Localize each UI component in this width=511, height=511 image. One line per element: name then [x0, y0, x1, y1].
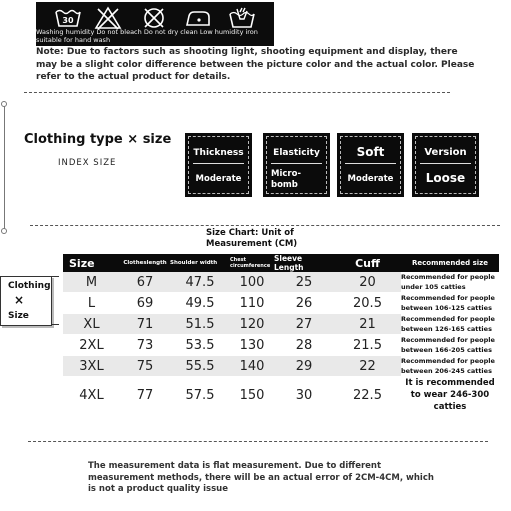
cell-cuff: 20 — [334, 272, 401, 293]
index-box-label: Version — [424, 147, 467, 158]
index-size-title: INDEX SIZE — [58, 158, 117, 168]
column-header-recommended: Recommended size — [401, 254, 499, 272]
table-row — [63, 314, 499, 335]
cell-sleeve: 25 — [274, 272, 334, 293]
measurement-note: The measurement data is flat measurement. Due to different measurement methods, there will be an actual error of 2CM-4CM, which is not a product quality issue — [88, 461, 434, 494]
table-header-row — [63, 254, 499, 272]
column-header-sleeve: Sleeve Length — [274, 254, 334, 272]
cell-shoulder: 49.5 — [170, 293, 230, 314]
size-chart-title: Size Chart: Unit of Measurement (CM) — [206, 228, 298, 249]
care-label-text: Washing humidity Do not bleach Do not dry clean Low humidity iron suitable for hand wash — [36, 28, 258, 44]
cell-cuff: 21 — [334, 314, 401, 335]
cell-chest: 140 — [230, 356, 274, 377]
table-row — [63, 272, 499, 293]
cell-size: M — [63, 272, 120, 293]
column-header-cuff: Cuff — [334, 254, 401, 272]
cell-sleeve: 26 — [274, 293, 334, 314]
cell-sleeve: 30 — [274, 377, 334, 414]
index-box-thickness — [185, 133, 252, 197]
cell-recommended: It is recommended to wear 246-300 catties — [401, 377, 499, 414]
cell-sleeve: 29 — [274, 356, 334, 377]
hand-wash-icon — [228, 6, 256, 30]
cell-size: 2XL — [63, 335, 120, 356]
index-box-elasticity — [263, 133, 330, 197]
divider-top — [24, 92, 450, 93]
rule-dot-top — [1, 101, 7, 107]
cell-cuff: 21.5 — [334, 335, 401, 356]
index-box-version — [412, 133, 479, 197]
cell-recommended: Recommended for people between 206-245 catties — [401, 356, 499, 377]
cell-length: 75 — [120, 356, 170, 377]
side-label-cross: × — [14, 293, 25, 307]
rule-dot-bottom — [1, 228, 7, 234]
column-header-shoulder: Shoulder width — [170, 254, 230, 272]
table-row — [63, 335, 499, 356]
table-row — [63, 377, 499, 414]
cell-size: L — [63, 293, 120, 314]
index-box-soft — [337, 133, 404, 197]
cell-shoulder: 55.5 — [170, 356, 230, 377]
wash-temp-label: 30 — [62, 16, 74, 25]
cell-length: 67 — [120, 272, 170, 293]
do-not-dry-clean-icon — [140, 6, 168, 30]
cell-recommended: Recommended for people under 105 catties — [401, 272, 499, 293]
cell-chest: 150 — [230, 377, 274, 414]
cell-size: 4XL — [63, 377, 120, 414]
color-difference-note: Note: Due to factors such as shooting light, shooting equipment and display, there may be a slight color difference between the picture color and the actual color. Please refer to the actual product for details. — [36, 47, 475, 82]
column-header-length: Clotheslength — [120, 254, 170, 272]
column-header-chest: Chest circumference — [230, 254, 274, 272]
cell-shoulder: 47.5 — [170, 272, 230, 293]
cell-sleeve: 27 — [274, 314, 334, 335]
cell-size: 3XL — [63, 356, 120, 377]
cell-length: 73 — [120, 335, 170, 356]
cell-shoulder: 53.5 — [170, 335, 230, 356]
cell-cuff: 22 — [334, 356, 401, 377]
cell-size: XL — [63, 314, 120, 335]
cell-cuff: 22.5 — [334, 377, 401, 414]
cell-chest: 120 — [230, 314, 274, 335]
index-box-value: Micro-bomb — [271, 169, 301, 190]
cell-cuff: 20.5 — [334, 293, 401, 314]
cell-length: 69 — [120, 293, 170, 314]
washing-30-icon — [54, 6, 82, 30]
low-iron-icon — [184, 6, 212, 30]
divider-middle — [30, 225, 500, 226]
size-chart-table — [63, 254, 499, 414]
column-header-size: Size — [63, 254, 120, 272]
cell-length: 77 — [120, 377, 170, 414]
cell-chest: 130 — [230, 335, 274, 356]
left-vertical-rule — [4, 104, 5, 230]
table-row — [63, 356, 499, 377]
cell-recommended: Recommended for people between 106-125 catties — [401, 293, 499, 314]
cell-chest: 110 — [230, 293, 274, 314]
side-label-clothing: Clothing — [8, 281, 51, 291]
cell-sleeve: 28 — [274, 335, 334, 356]
side-label-connector — [51, 276, 59, 277]
cell-shoulder: 51.5 — [170, 314, 230, 335]
index-box-label: Elasticity — [273, 148, 320, 158]
cell-recommended: Recommended for people between 126-165 catties — [401, 314, 499, 335]
index-box-value: Moderate — [195, 174, 242, 184]
cell-chest: 100 — [230, 272, 274, 293]
side-label-connector — [51, 324, 59, 325]
do-not-bleach-icon — [94, 6, 122, 30]
care-label-bar — [36, 2, 274, 46]
index-box-value: Loose — [425, 171, 466, 185]
table-row — [63, 293, 499, 314]
index-box-value: Moderate — [347, 174, 394, 184]
cell-shoulder: 57.5 — [170, 377, 230, 414]
divider-bottom — [28, 441, 488, 442]
index-box-label: Thickness — [193, 148, 244, 158]
cell-recommended: Recommended for people between 166-205 catties — [401, 335, 499, 356]
index-box-label: Soft — [356, 145, 385, 159]
cell-length: 71 — [120, 314, 170, 335]
side-label-size: Size — [8, 311, 29, 321]
clothing-type-title: Clothing type × size — [24, 132, 172, 147]
